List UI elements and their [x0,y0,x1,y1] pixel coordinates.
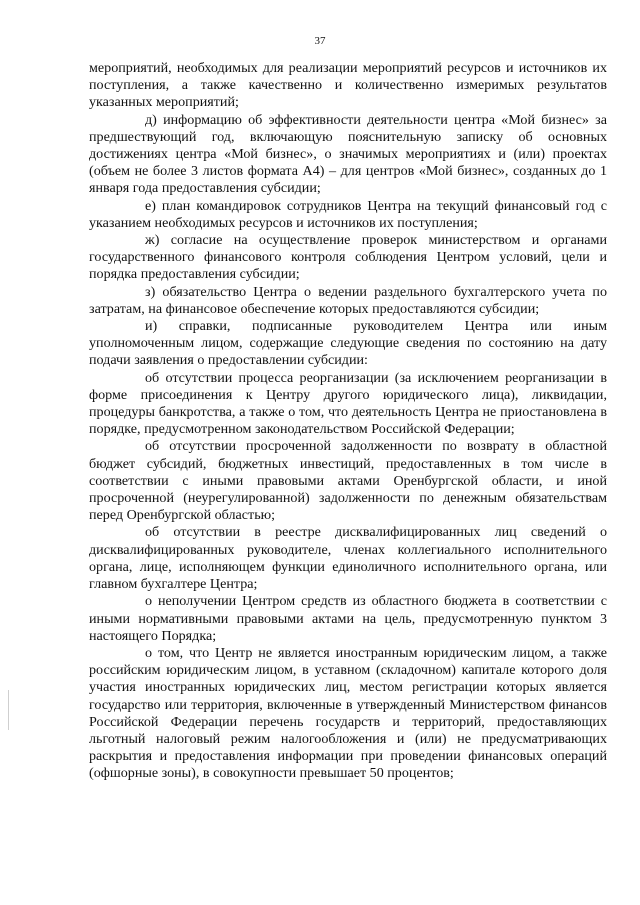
paragraph-item-d: д) информацию об эффективности деятельности центра «Мой бизнес» за предшествующий год, включающую пояснительную записку об основных достижениях центра «Мой бизнес», о значимых мероприятиях и (или) проектах (объем не более 3 листов формата А4) – для центров «Мой бизнес», созданных до 1 января года предоставления субсидии; [89,111,607,197]
paragraph-not-foreign-entity: о том, что Центр не является иностранным юридическим лицом, а также российским юридическим лицом, в уставном (складочном) капитале которого доля участия иностранных юридических лиц, местом регистрации которых является государство или территория, включенные в утвержденный Министерством финансов Российской Федерации перечень государств и территорий, предоставляющих льготный налоговый режим налогообложения и (или) не предусматривающих раскрытия и предоставления информации при проведении финансовых операций (офшорные зоны), в совокупности превышает 50 процентов; [89,644,607,782]
paragraph-item-zh: ж) согласие на осуществление проверок министерством и органами государственного финансового контроля соблюдения Центром условий, цели и порядка предоставления субсидии; [89,232,607,283]
scan-edge-mark [8,690,9,730]
document-body [89,60,607,783]
paragraph-no-other-funding: о неполучении Центром средств из областного бюджета в соответствии с иными нормативными правовыми актами на цель, предусмотренную пунктом 3 настоящего Порядка; [89,593,607,644]
paragraph-no-disqualified-persons: об отсутствии в реестре дисквалифицированных лиц сведений о дисквалифицированных руководителе, членах коллегиального исполнительного органа, лице, исполняющем функции единоличного исполнительного органа, или главном бухгалтере Центра; [89,524,607,593]
paragraph-item-z: з) обязательство Центра о ведении раздельного бухгалтерского учета по затратам, на финансовое обеспечение которых предоставляются субсидии; [89,283,607,317]
paragraph-item-i: и) справки, подписанные руководителем Центра или иным уполномоченным лицом, содержащие следующие сведения по состоянию на дату подачи заявления о предоставлении субсидии: [89,318,607,369]
paragraph-no-reorganization: об отсутствии процесса реорганизации (за исключением реорганизации в форме присоединения к Центру другого юридического лица), ликвидации, процедуры банкротства, а также о том, что деятельность Центра не приостановлена в порядке, предусмотренном законодательством Российской Федерации; [89,369,607,438]
paragraph-no-overdue-debt: об отсутствии просроченной задолженности по возврату в областной бюджет субсидий, бюджетных инвестиций, предоставленных в том числе в соответствии с иными правовыми актами Оренбургской области, и иной просроченной (неурегулированной) задолженности по денежным обязательствам перед Оренбургской областью; [89,438,607,524]
paragraph-item-e: е) план командировок сотрудников Центра на текущий финансовый год с указанием необходимых ресурсов и источников их поступления; [89,197,607,231]
page-number: 37 [314,35,326,47]
paragraph-continuation: мероприятий, необходимых для реализации мероприятий ресурсов и источников их поступления, а также качественно и количественно измеримых результатов указанных мероприятий; [89,60,607,111]
